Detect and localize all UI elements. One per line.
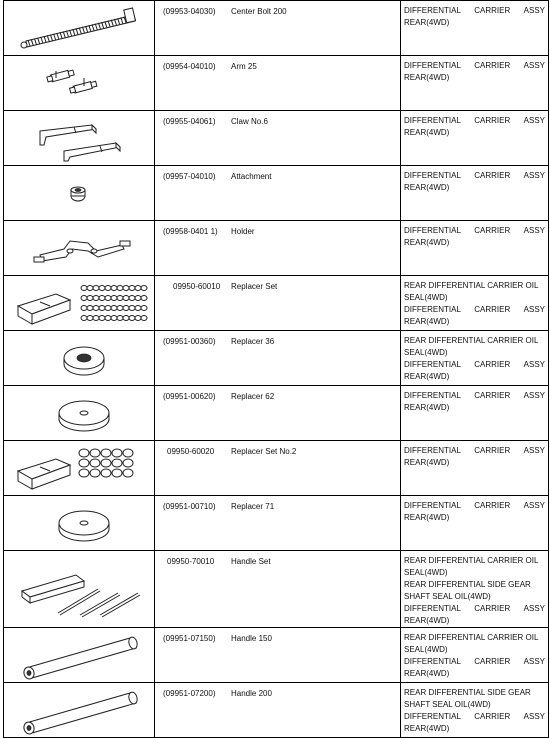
tool-name: Center Bolt 200 — [231, 7, 287, 16]
tool-illustration-cell — [4, 1, 155, 56]
application-line — [404, 335, 545, 347]
application-text: REAR(4WD) — [404, 724, 450, 733]
tool-illustration-cell — [4, 221, 155, 276]
tool-application-cell — [401, 166, 549, 221]
application-line — [404, 687, 545, 699]
part-number: (09951-07200) — [163, 689, 216, 698]
replacer-set-icon — [4, 441, 154, 495]
tool-description-cell — [155, 441, 401, 496]
tool-application-cell — [401, 441, 549, 496]
tool-row — [4, 166, 549, 221]
application-line — [404, 644, 545, 656]
tool-description-cell — [155, 276, 401, 331]
tool-application-cell — [401, 221, 549, 276]
part-number: 09950-70010 — [167, 557, 215, 566]
part-number: (09951-00360) — [163, 337, 216, 346]
claw-icon — [4, 111, 154, 165]
tool-illustration-cell — [4, 496, 155, 551]
tool-name: Claw No.6 — [231, 117, 268, 126]
application-text: CARRIER — [474, 657, 511, 666]
tool-name: Arm 25 — [231, 62, 257, 71]
application-line — [404, 72, 545, 84]
tool-row — [4, 56, 549, 111]
application-text: ASSY — [523, 6, 545, 15]
application-text: DIFFERENTIAL — [404, 446, 461, 455]
handle-set-icon — [4, 551, 154, 626]
application-text: CARRIER — [474, 171, 511, 180]
application-text: ASSY — [523, 360, 545, 369]
part-number: (09954-04010) — [163, 62, 216, 71]
application-line — [404, 500, 545, 512]
application-text: DIFFERENTIAL — [404, 712, 461, 721]
application-text: ASSY — [523, 446, 545, 455]
application-text: REAR DIFFERENTIAL SIDE GEAR — [404, 688, 531, 697]
application-text: REAR(4WD) — [404, 128, 450, 137]
tool-description-cell — [155, 496, 401, 551]
application-line — [404, 225, 545, 237]
tool-name: Handle 150 — [231, 634, 272, 643]
application-text: DIFFERENTIAL — [404, 604, 461, 613]
application-text: SHAFT SEAL OIL(4WD) — [404, 592, 491, 601]
tool-name: Holder — [231, 227, 255, 236]
arm-icon — [4, 56, 154, 110]
application-text: REAR(4WD) — [404, 669, 450, 678]
application-text: CARRIER — [474, 391, 511, 400]
application-text: DIFFERENTIAL — [404, 116, 461, 125]
application-text: REAR(4WD) — [404, 238, 450, 247]
tool-description-cell — [155, 386, 401, 441]
tool-illustration-cell — [4, 683, 155, 738]
tool-application-cell — [401, 496, 549, 551]
application-line — [404, 115, 545, 127]
application-line — [404, 347, 545, 359]
tool-illustration-cell — [4, 56, 155, 111]
application-text: ASSY — [523, 226, 545, 235]
application-text: REAR DIFFERENTIAL CARRIER OIL — [404, 281, 539, 290]
application-text: DIFFERENTIAL — [404, 6, 461, 15]
part-number: (09951-07150) — [163, 634, 216, 643]
application-line — [404, 512, 545, 524]
application-line — [404, 237, 545, 249]
application-text: DIFFERENTIAL — [404, 657, 461, 666]
application-text: CARRIER — [474, 604, 511, 613]
handle-bar-icon — [4, 683, 154, 737]
tool-name: Replacer 71 — [231, 502, 275, 511]
part-number: (09955-04061) — [163, 117, 216, 126]
replacer-disc-icon — [4, 496, 154, 550]
application-text: ASSY — [523, 657, 545, 666]
part-number: (09951-00710) — [163, 502, 216, 511]
tool-illustration-cell — [4, 111, 155, 166]
application-line — [404, 390, 545, 402]
tool-row — [4, 551, 549, 628]
application-line — [404, 371, 545, 383]
application-line — [404, 170, 545, 182]
application-text: SEAL(4WD) — [404, 293, 448, 302]
application-text: DIFFERENTIAL — [404, 391, 461, 400]
application-line — [404, 280, 545, 292]
application-text: REAR(4WD) — [404, 18, 450, 27]
application-line — [404, 17, 545, 29]
tool-description-cell — [155, 111, 401, 166]
tool-description-cell — [155, 551, 401, 628]
tool-application-cell — [401, 386, 549, 441]
application-text: REAR(4WD) — [404, 403, 450, 412]
application-line — [404, 457, 545, 469]
application-line — [404, 656, 545, 668]
center-bolt-icon — [4, 1, 154, 55]
application-text: DIFFERENTIAL — [404, 360, 461, 369]
application-line — [404, 615, 545, 627]
handle-bar-icon — [4, 628, 154, 682]
application-text: ASSY — [523, 712, 545, 721]
tool-application-cell — [401, 111, 549, 166]
application-line — [404, 591, 545, 603]
application-text: REAR(4WD) — [404, 458, 450, 467]
application-text: REAR(4WD) — [404, 317, 450, 326]
part-number: 09950-60020 — [167, 447, 215, 456]
tool-description-cell — [155, 683, 401, 738]
part-number: 09950-60010 — [173, 282, 221, 291]
part-number: (09957-04010) — [163, 172, 216, 181]
tool-illustration-cell — [4, 386, 155, 441]
application-text: REAR DIFFERENTIAL CARRIER OIL — [404, 633, 539, 642]
replacer-disc-icon — [4, 386, 154, 440]
application-line — [404, 304, 545, 316]
tool-illustration-cell — [4, 551, 155, 628]
tool-illustration-cell — [4, 628, 155, 683]
attachment-icon — [4, 166, 154, 220]
application-text: SEAL(4WD) — [404, 645, 448, 654]
tool-application-cell — [401, 628, 549, 683]
tool-application-cell — [401, 1, 549, 56]
application-text: ASSY — [523, 171, 545, 180]
application-text: CARRIER — [474, 360, 511, 369]
tool-illustration-cell — [4, 276, 155, 331]
tool-row — [4, 331, 549, 386]
application-line — [404, 359, 545, 371]
tool-row — [4, 1, 549, 56]
tool-application-cell — [401, 551, 549, 628]
replacer-disc-icon — [4, 331, 154, 385]
tool-row — [4, 221, 549, 276]
application-text: ASSY — [523, 501, 545, 510]
application-text: DIFFERENTIAL — [404, 171, 461, 180]
application-line — [404, 316, 545, 328]
tool-row — [4, 111, 549, 166]
special-tool-table — [3, 0, 549, 738]
tool-row — [4, 386, 549, 441]
tool-application-cell — [401, 276, 549, 331]
tool-description-cell — [155, 1, 401, 56]
application-line — [404, 567, 545, 579]
application-line — [404, 723, 545, 735]
application-text: CARRIER — [474, 305, 511, 314]
part-number: (09958-0401 1) — [163, 227, 218, 236]
application-text: CARRIER — [474, 712, 511, 721]
application-line — [404, 579, 545, 591]
application-line — [404, 711, 545, 723]
tool-description-cell — [155, 331, 401, 386]
application-text: CARRIER — [474, 226, 511, 235]
application-line — [404, 555, 545, 567]
application-text: REAR DIFFERENTIAL CARRIER OIL — [404, 556, 539, 565]
tool-application-cell — [401, 331, 549, 386]
replacer-set-icon — [4, 276, 154, 330]
tool-name: Replacer 36 — [231, 337, 275, 346]
application-line — [404, 127, 545, 139]
application-text: DIFFERENTIAL — [404, 501, 461, 510]
application-line — [404, 5, 545, 17]
tool-name: Handle Set — [231, 557, 271, 566]
application-text: REAR DIFFERENTIAL SIDE GEAR — [404, 580, 531, 589]
tool-application-cell — [401, 683, 549, 738]
application-text: REAR(4WD) — [404, 372, 450, 381]
application-line — [404, 632, 545, 644]
tool-description-cell — [155, 628, 401, 683]
application-text: DIFFERENTIAL — [404, 226, 461, 235]
application-line — [404, 402, 545, 414]
application-text: CARRIER — [474, 501, 511, 510]
tool-description-cell — [155, 56, 401, 111]
tool-illustration-cell — [4, 331, 155, 386]
application-text: ASSY — [523, 391, 545, 400]
application-line — [404, 668, 545, 680]
tool-name: Replacer Set No.2 — [231, 447, 297, 456]
tool-description-cell — [155, 221, 401, 276]
application-line — [404, 699, 545, 711]
holder-icon — [4, 221, 154, 275]
application-text: ASSY — [523, 116, 545, 125]
application-text: DIFFERENTIAL — [404, 61, 461, 70]
application-text: ASSY — [523, 61, 545, 70]
application-line — [404, 60, 545, 72]
tool-illustration-cell — [4, 441, 155, 496]
tool-table-body — [4, 1, 549, 738]
application-text: REAR(4WD) — [404, 616, 450, 625]
tool-name: Attachment — [231, 172, 272, 181]
application-text: SEAL(4WD) — [404, 568, 448, 577]
application-text: ASSY — [523, 604, 545, 613]
application-line — [404, 182, 545, 194]
application-text: SEAL(4WD) — [404, 348, 448, 357]
tool-application-cell — [401, 56, 549, 111]
application-text: ASSY — [523, 305, 545, 314]
application-text: REAR(4WD) — [404, 183, 450, 192]
tool-name: Replacer 62 — [231, 392, 275, 401]
application-text: REAR(4WD) — [404, 73, 450, 82]
tool-name: Replacer Set — [231, 282, 278, 291]
tool-row — [4, 276, 549, 331]
part-number: (09951-00620) — [163, 392, 216, 401]
application-line — [404, 292, 545, 304]
application-text: SHAFT SEAL OIL(4WD) — [404, 700, 491, 709]
part-number: (09953-04030) — [163, 7, 216, 16]
tool-name: Handle 200 — [231, 689, 272, 698]
tool-row — [4, 441, 549, 496]
application-text: CARRIER — [474, 446, 511, 455]
application-line — [404, 603, 545, 615]
application-text: DIFFERENTIAL — [404, 305, 461, 314]
application-text: CARRIER — [474, 116, 511, 125]
application-text: CARRIER — [474, 6, 511, 15]
tool-row — [4, 628, 549, 683]
application-line — [404, 445, 545, 457]
tool-illustration-cell — [4, 166, 155, 221]
application-text: CARRIER — [474, 61, 511, 70]
application-text: REAR(4WD) — [404, 513, 450, 522]
tool-row — [4, 496, 549, 551]
tool-description-cell — [155, 166, 401, 221]
tool-row — [4, 683, 549, 738]
application-text: REAR DIFFERENTIAL CARRIER OIL — [404, 336, 539, 345]
